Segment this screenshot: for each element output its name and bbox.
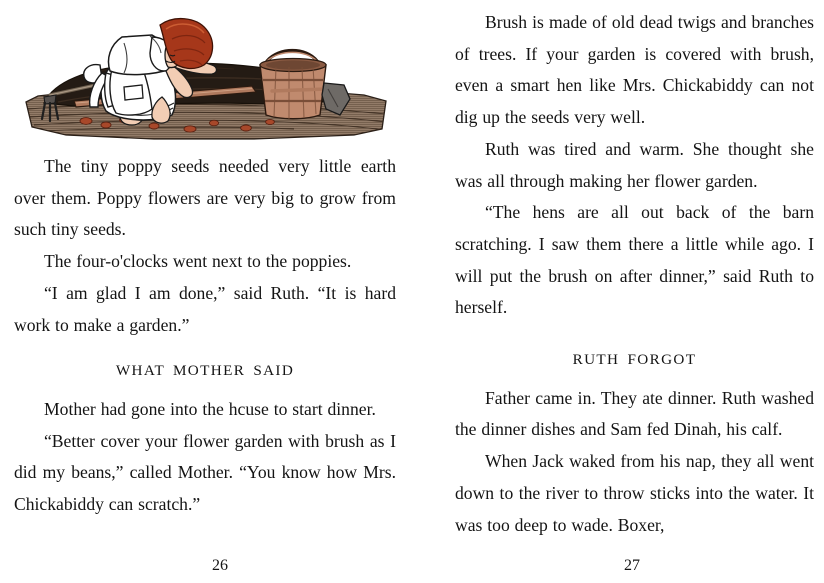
paragraph: Mother had gone into the hcuse to start dinner.	[44, 398, 376, 419]
paragraph: “The hens are all out back of the barn scratching. I saw them there a little while ago. I will put the brush on after dinner,” said Ruth to herself.	[455, 202, 814, 318]
paragraph: Father came in. They ate dinner. Ruth washed the dinner dishes and Sam fed Dinah, his calf.	[455, 387, 814, 440]
wooden-bucket-icon	[260, 51, 326, 120]
garden-illustration-svg	[14, 3, 396, 146]
page-number-value: 27	[624, 557, 640, 574]
heading-space-below	[14, 387, 396, 394]
paragraph: “I am glad I am done,” said Ruth. “It is hard work to make a garden.”	[14, 282, 396, 335]
paragraph: “Better cover your flower garden with brush as I did my beans,” called Mother. “You know how Mrs. Chickabiddy can scratch.”	[14, 430, 396, 515]
section-heading-what-mother-said: WHAT MOTHER SAID	[115, 362, 295, 380]
paragraph: The four-o'clocks went next to the poppies.	[44, 251, 352, 272]
page-number-right	[440, 556, 824, 576]
page-number-value: 26	[212, 557, 228, 574]
top-space	[455, 0, 814, 7]
garden-illustration	[14, 3, 396, 146]
paragraph: Ruth was tired and warm. She thought she was all through making her flower garden.	[455, 138, 814, 191]
section-heading-ruth-forgot: RUTH FORGOT	[572, 351, 697, 369]
right-page	[440, 0, 824, 583]
heading-space-above	[455, 324, 814, 344]
paragraph: The tiny poppy seeds needed very little earth over them. Poppy flowers are very big to grow from such tiny seeds.	[14, 156, 396, 240]
paragraph: Brush is made of old dead twigs and branches of trees. If your garden is covered with brush, even a smart hen like Mrs. Chickabiddy can not dig up the seeds very well.	[455, 12, 814, 128]
paragraph: When Jack waked from his nap, they all went down to the river to throw sticks into the water. It was too deep to wade. Boxer,	[455, 451, 814, 535]
heading-space-below	[455, 376, 814, 383]
heading-space-above	[14, 341, 396, 355]
